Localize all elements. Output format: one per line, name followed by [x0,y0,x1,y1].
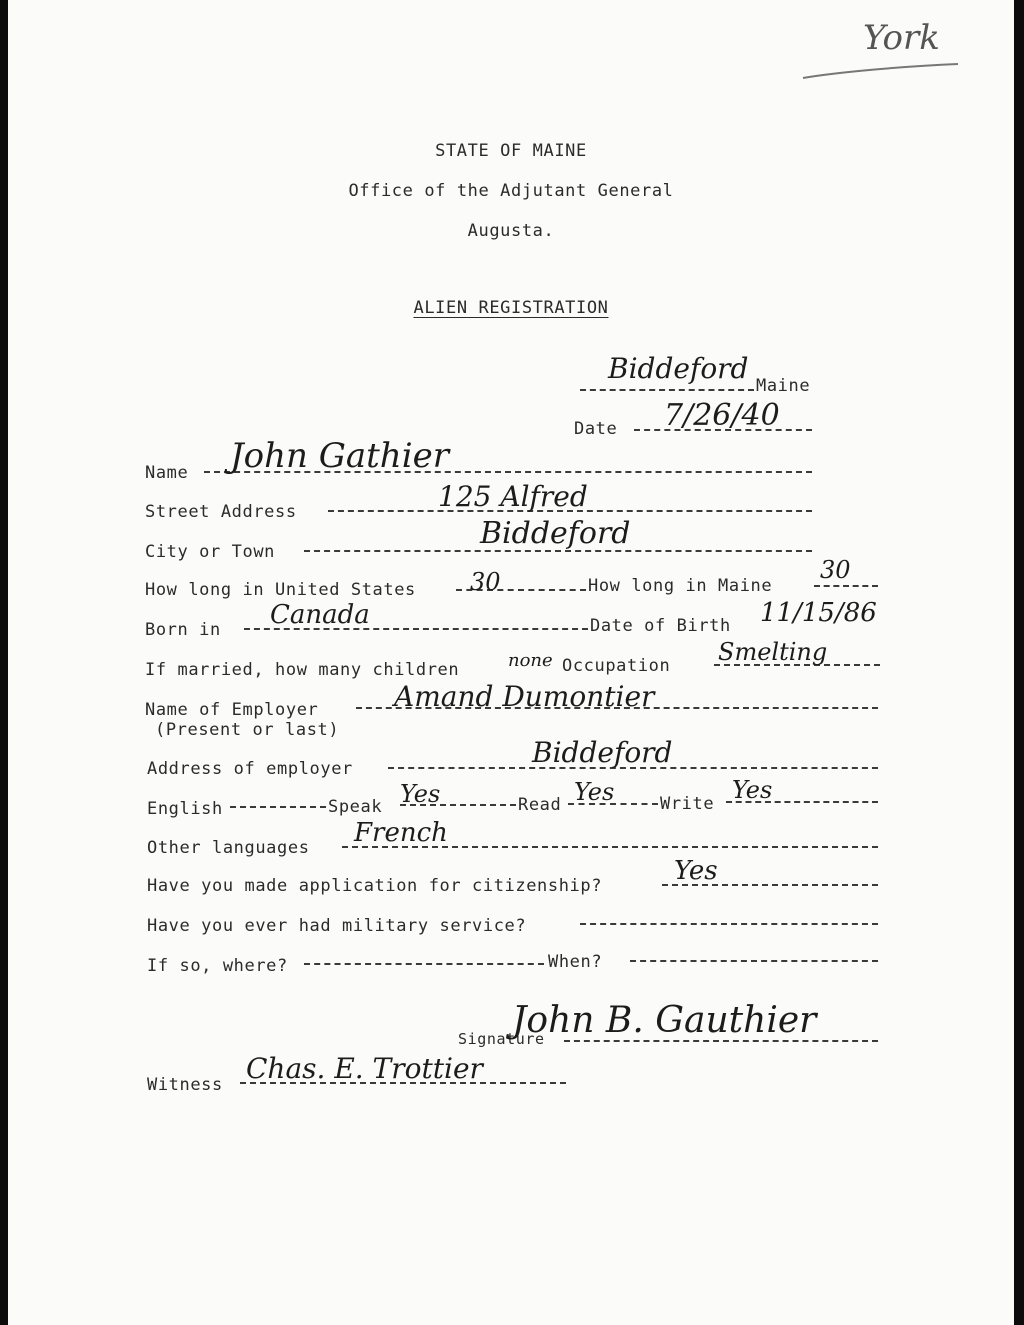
how-long-maine-line [814,585,878,587]
signature-value: John B. Gauthier [512,1000,817,1041]
other-lang-label: Other languages [147,838,310,858]
born-in-value: Canada [270,600,370,630]
speak-label: Speak [328,797,383,817]
when-line [630,960,878,962]
years-us-value: 30 [470,568,501,596]
write-label: Write [660,794,715,814]
witness-label: Witness [147,1075,223,1095]
witness-value: Chas. E. Trottier [246,1052,483,1085]
header-city: Augusta. [467,221,555,241]
occupation-label: Occupation [562,656,671,676]
header-state: STATE OF MAINE [435,141,587,161]
if-so-label: If so, where? [147,956,288,976]
occupation-value: Smelting [718,638,828,666]
dob-label: Date of Birth [590,616,731,636]
citizenship-value: Yes [674,856,718,886]
town-value: Biddeford [608,352,749,385]
write-value: Yes [732,776,773,804]
employer-sub-label: (Present or last) [155,720,340,740]
children-value: none [508,650,553,671]
date-label: Date [574,419,618,439]
name-label: Name [145,463,189,483]
how-long-maine-label: How long in Maine [588,576,773,596]
town-line [580,389,754,391]
read-value: Yes [574,778,615,806]
dob-value: 11/15/86 [760,598,877,628]
form-title: ALIEN REGISTRATION [413,298,609,318]
english-line-1 [230,806,326,808]
when-label: When? [548,952,603,972]
citizenship-label: Have you made application for citizenship? [147,876,603,896]
if-so-line [304,963,544,965]
english-label: English [147,799,223,819]
employer-label: Name of Employer [145,700,319,720]
corner-note-stroke [798,52,968,92]
employer-address-label: Address of employer [147,759,353,779]
how-long-us-label: How long in United States [145,580,416,600]
city-value: Biddeford [480,516,631,551]
employer-value: Amand Dumontier [394,680,655,713]
read-label: Read [518,795,562,815]
children-label: If married, how many children [145,660,460,680]
maine-label: Maine [756,376,811,396]
corner-note: York [863,18,940,58]
years-maine-value: 30 [820,556,851,584]
signature-label: Signature [458,1030,545,1048]
name-value: John Gathier [230,436,449,476]
other-lang-value: French [354,818,448,848]
date-value: 7/26/40 [664,398,780,433]
military-label: Have you ever had military service? [147,916,527,936]
registration-form-page [8,0,1014,1325]
born-in-label: Born in [145,620,221,640]
street-label: Street Address [145,502,297,522]
header-office: Office of the Adjutant General [348,181,674,201]
military-line [580,923,878,925]
speak-value: Yes [400,780,441,808]
street-value: 125 Alfred [438,480,588,513]
employer-address-value: Biddeford [532,736,673,769]
city-label: City or Town [145,542,276,562]
